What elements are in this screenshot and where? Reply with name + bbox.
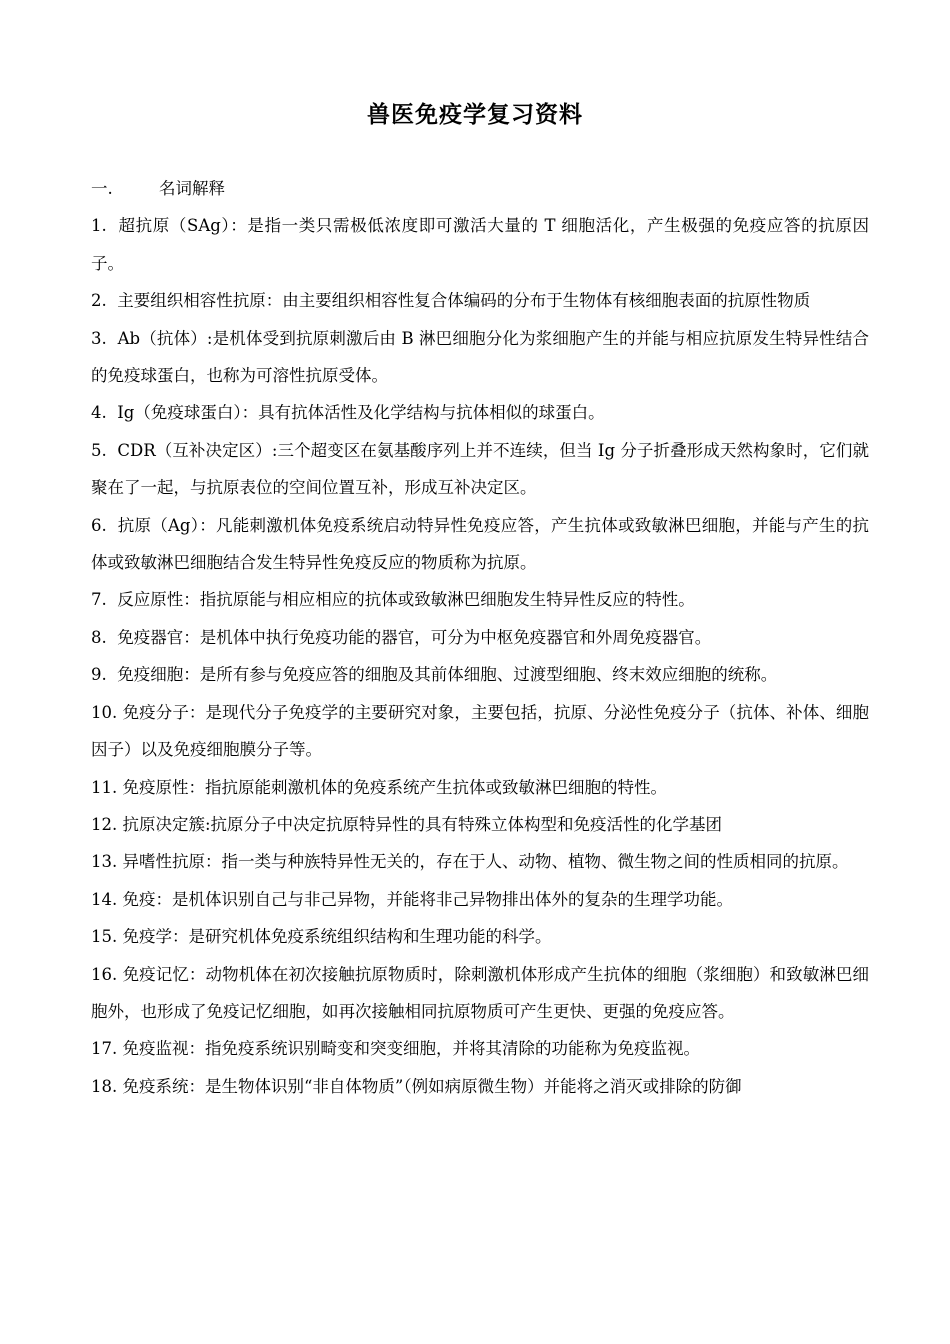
definition-entry [91,1068,869,1105]
entry-number: 5. [91,440,118,460]
entry-text: 异嗜性抗原：指一类与种族特异性无关的，存在于人、动物、植物、微生物之间的性质相同的抗原。 [122,852,849,872]
definition-entry [91,694,869,769]
entry-text: 免疫系统：是生物体识别“非自体物质”（例如病原微生物）并能将之消灭或排除的防御 [122,1076,742,1096]
entry-number: 12. [91,814,123,834]
definition-entry [91,881,869,918]
definition-entry [91,918,869,955]
entry-text: 抗原（Ag）：凡能刺激机体免疫系统启动特异性免疫应答，产生抗体或致敏淋巴细胞，并能与产生的抗体或致敏淋巴细胞结合发生特异性免疫反应的物质称为抗原。 [91,515,869,573]
entry-text: 反应原性：指抗原能与相应相应的抗体或致敏淋巴细胞发生特异性反应的特性。 [117,590,695,610]
definition-entry [91,1030,869,1067]
definition-entry [91,320,869,395]
entry-number: 13. [91,852,123,872]
entry-text: 免疫分子：是现代分子免疫学的主要研究对象，主要包括，抗原、分泌性免疫分子（抗体、补体、细胞因子）以及免疫细胞膜分子等。 [91,702,869,760]
entry-number: 1. [91,216,119,236]
entry-text: 免疫细胞：是所有参与免疫应答的细胞及其前体细胞、过渡型细胞、终末效应细胞的统称。 [117,665,778,685]
definition-entry [91,843,869,880]
entry-number: 9. [91,665,118,685]
entry-text: 免疫学：是研究机体免疫系统组织结构和生理功能的科学。 [122,927,552,947]
definition-entry [91,282,869,319]
entry-text: 免疫原性：指抗原能刺激机体的免疫系统产生抗体或致敏淋巴细胞的特性。 [122,777,667,797]
definition-entry [91,769,869,806]
entry-text: 免疫：是机体识别自己与非己异物，并能将非己异物排出体外的复杂的生理学功能。 [122,889,733,909]
definition-entry [91,394,869,431]
definition-entry [91,656,869,693]
document-body [91,170,869,1105]
definition-entry [91,619,869,656]
entry-number: 6. [91,515,118,535]
entry-text: Ab（抗体）:是机体受到抗原刺激后由 B 淋巴细胞分化为浆细胞产生的并能与相应抗原发生特异性结合的免疫球蛋白，也称为可溶性抗原受体。 [91,328,869,386]
entry-number: 11. [91,777,123,797]
entry-text: 抗原决定簇:抗原分子中决定抗原特异性的具有特殊立体构型和免疫活性的化学基团 [122,814,723,834]
entry-number: 2. [91,291,118,311]
entry-number: 3. [91,328,118,348]
entry-text: 超抗原（SAg）：是指一类只需极低浓度即可激活大量的 T 细胞活化，产生极强的免疫应答的抗原因子。 [91,216,870,273]
entry-number: 17. [91,1039,123,1059]
definition-entry [91,956,869,1031]
definition-entry [91,207,869,282]
entry-number: 15. [91,927,123,947]
definition-entry [91,507,869,582]
section-heading [91,170,869,207]
definition-list [91,207,869,1105]
entry-number: 10. [91,702,123,722]
entry-number: 18. [91,1076,123,1096]
entry-number: 16. [91,964,123,984]
entry-text: CDR（互补决定区）:三个超变区在氨基酸序列上并不连续，但当 Ig 分子折叠形成天然构象时，它们就聚在了一起，与抗原表位的空间位置互补，形成互补决定区。 [91,440,870,498]
document-title: 兽医免疫学复习资料 [367,102,583,128]
entry-text: 免疫器官：是机体中执行免疫功能的器官，可分为中枢免疫器官和外周免疫器官。 [117,627,712,647]
entry-number: 8. [91,627,118,647]
definition-entry [91,806,869,843]
entry-text: 免疫监视：指免疫系统识别畸变和突变细胞，并将其清除的功能称为免疫监视。 [122,1039,700,1059]
entry-number: 14. [91,889,123,909]
definition-entry [91,581,869,618]
entry-text: 主要组织相容性抗原：由主要组织相容性复合体编码的分布于生物体有核细胞表面的抗原性物质 [117,291,811,311]
definition-entry [91,432,869,507]
section-title: 名词解释 [159,179,225,198]
section-number: 一. [91,179,113,198]
entry-number: 4. [91,403,118,423]
entry-text: Ig（免疫球蛋白）：具有抗体活性及化学结构与抗体相似的球蛋白。 [117,403,605,423]
entry-text: 免疫记忆：动物机体在初次接触抗原物质时，除刺激机体形成产生抗体的细胞（浆细胞）和致敏淋巴细胞外，也形成了免疫记忆细胞，如再次接触相同抗原物质可产生更快、更强的免疫应答。 [91,964,869,1021]
entry-number: 7. [91,590,118,610]
